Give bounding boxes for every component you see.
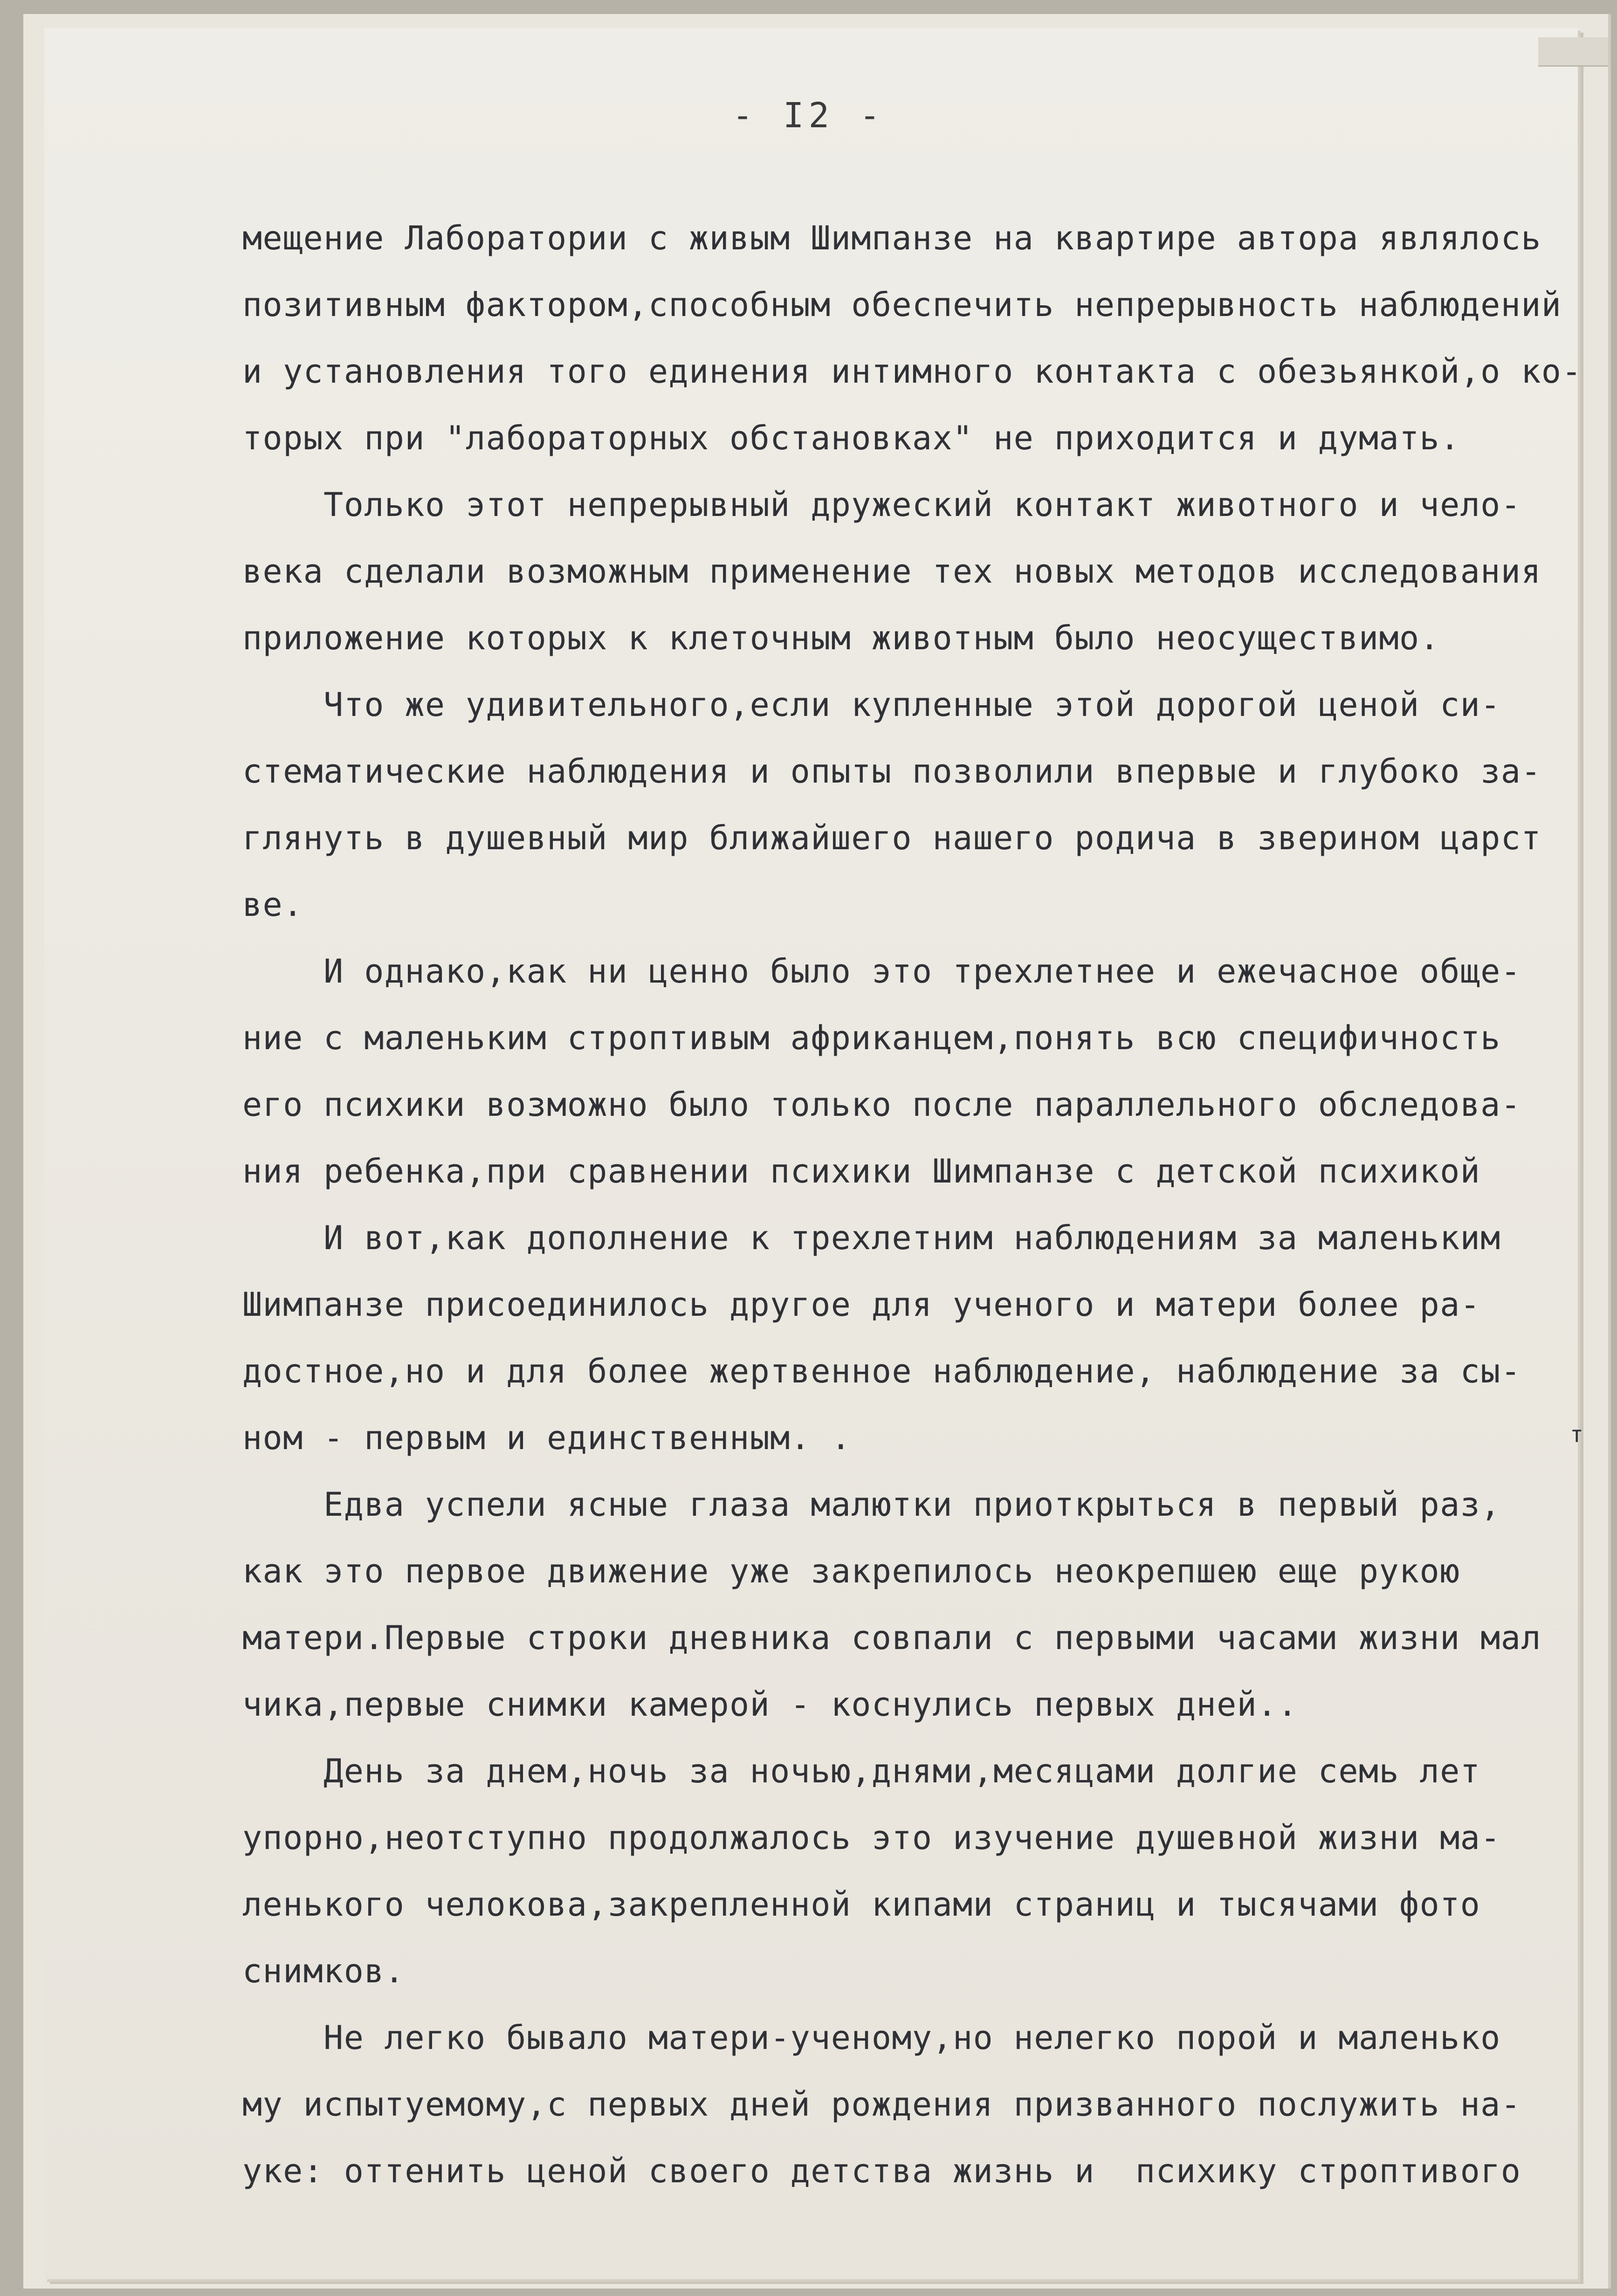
page-body (242, 219, 1585, 2219)
text-line: ленького челокова,закрепленной кипами страниц и тысячами фото (242, 1885, 1481, 1924)
text-line: упорно,неотступно продолжалось это изучение душевной жизни ма- (242, 1819, 1501, 1857)
text-line: Что же удивительного,если купленные этой дорогой ценой си- (242, 686, 1501, 724)
margin-mark: т (1570, 1422, 1583, 1448)
text-line: ние с маленьким строптивым африканцем,понять всю специфичность (242, 1019, 1501, 1057)
text-line: и установления того единения интимного контакта с обезьянкой,о ко- (242, 352, 1582, 391)
text-line: День за днем,ночь за ночью,днями,месяцами долгие семь лет (242, 1752, 1481, 1790)
text-line: достное,но и для более жертвенное наблюдение, наблюдение за сы- (242, 1352, 1521, 1390)
page-number: - I2 - (732, 96, 885, 136)
text-line: чика,первые снимки камерой - коснулись первых дней.. (242, 1685, 1298, 1724)
text-line: века сделали возможным применение тех новых методов исследования (242, 552, 1541, 591)
text-line: как это первое движение уже закрепилось неокрепшею еще рукою (242, 1552, 1460, 1590)
text-line: глянуть в душевный мир ближайшего нашего родича в зверином царст (242, 819, 1541, 857)
text-line: матери.Первые строки дневника совпали с первыми часами жизни мал (242, 1619, 1541, 1657)
paper-edge (1538, 37, 1608, 67)
text-line: мещение Лаборатории с живым Шимпанзе на квартире автора являлось (242, 219, 1541, 257)
text-line: Едва успели ясные глаза малютки приоткрыться в первый раз, (242, 1485, 1501, 1524)
text-line: ния ребенка,при сравнении психики Шимпанзе с детской психикой (242, 1152, 1481, 1190)
text-line: торых при "лабораторных обстановках" не приходится и думать. (242, 419, 1460, 457)
text-line: позитивным фактором,способным обеспечить непрерывность наблюдений (242, 286, 1562, 324)
text-line: Шимпанзе присоединилось другое для ученого и матери более ра- (242, 1285, 1481, 1324)
text-line: И однако,как ни ценно было это трехлетнее и ежечасное обще- (242, 952, 1521, 990)
text-line: приложение которых к клеточным животным было неосуществимо. (242, 619, 1440, 657)
text-line: Только этот непрерывный дружеский контакт животного и чело- (242, 486, 1521, 524)
text-line: му испытуемому,с первых дней рождения призванного послужить на- (242, 2085, 1521, 2124)
text-line: ном - первым и единственным. . (242, 1419, 852, 1457)
text-line: И вот,как дополнение к трехлетним наблюдениям за маленьким (242, 1219, 1501, 1257)
text-line: его психики возможно было только после параллельного обследова- (242, 1086, 1521, 1124)
text-line: снимков. (242, 1952, 405, 1990)
text-line: стематические наблюдения и опыты позволили впервые и глубоко за- (242, 752, 1541, 791)
text-line: Не легко бывало матери-ученому,но нелегко порой и маленько (242, 2019, 1501, 2057)
text-line: ве. (242, 886, 303, 924)
text-line: уке: оттенить ценой своего детства жизнь и психику строптивого (242, 2152, 1521, 2190)
